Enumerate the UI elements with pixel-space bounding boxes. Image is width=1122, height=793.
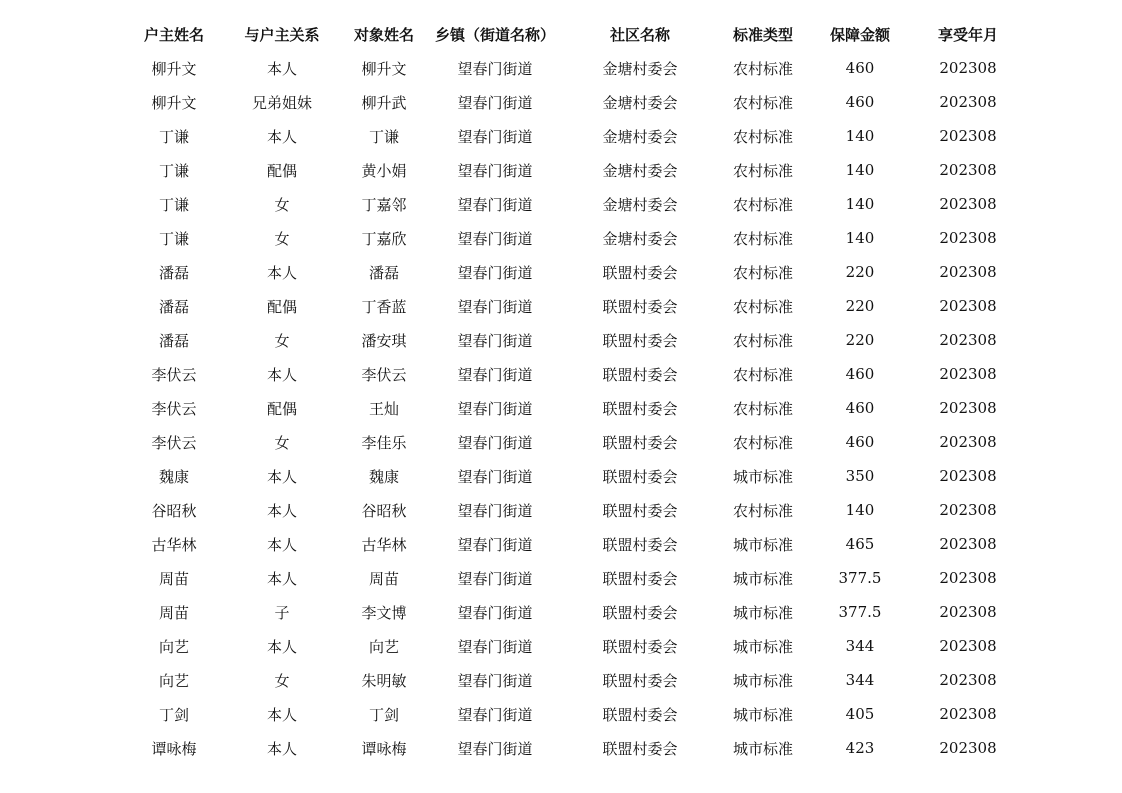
cell-standard-type: 城市标准: [732, 739, 793, 758]
cell-relation: 女: [274, 331, 290, 350]
cell-township: 望春门街道: [457, 229, 533, 248]
cell-township: 望春门街道: [457, 59, 533, 78]
cell-township: 望春门街道: [457, 195, 533, 214]
cell-month: 202308: [939, 93, 997, 111]
cell-recipient-name: 李伏云: [361, 365, 407, 384]
cell-township: 望春门街道: [457, 127, 533, 146]
cell-month: 202308: [939, 263, 997, 281]
table-row: [120, 425, 1020, 459]
cell-recipient-name: 李佳乐: [361, 433, 407, 452]
cell-relation: 本人: [266, 637, 297, 656]
cell-standard-type: 农村标准: [732, 229, 793, 248]
cell-recipient-name: 丁香蓝: [361, 297, 407, 316]
roster-sheet: [120, 17, 1020, 765]
cell-township: 望春门街道: [457, 365, 533, 384]
cell-household-head: 周苗: [158, 603, 189, 622]
table-row: [120, 153, 1020, 187]
cell-community: 金塘村委会: [602, 59, 678, 78]
header-standard-type: 标准类型: [732, 25, 793, 44]
cell-standard-type: 农村标准: [732, 297, 793, 316]
cell-standard-type: 城市标准: [732, 637, 793, 656]
cell-recipient-name: 丁谦: [368, 127, 399, 146]
header-amount: 保障金额: [829, 25, 890, 44]
cell-standard-type: 农村标准: [732, 501, 793, 520]
cell-recipient-name: 柳升文: [361, 59, 407, 78]
cell-community: 联盟村委会: [602, 739, 678, 758]
cell-recipient-name: 谭咏梅: [361, 739, 407, 758]
cell-standard-type: 农村标准: [732, 263, 793, 282]
cell-recipient-name: 向艺: [368, 637, 399, 656]
cell-household-head: 柳升文: [151, 59, 197, 78]
cell-community: 联盟村委会: [602, 297, 678, 316]
cell-standard-type: 城市标准: [732, 603, 793, 622]
table-row: [120, 85, 1020, 119]
table-row: [120, 697, 1020, 731]
table-row: [120, 51, 1020, 85]
cell-amount: 140: [845, 161, 875, 179]
cell-community: 联盟村委会: [602, 671, 678, 690]
cell-relation: 本人: [266, 467, 297, 486]
cell-community: 联盟村委会: [602, 501, 678, 520]
cell-community: 联盟村委会: [602, 637, 678, 656]
table-row: [120, 527, 1020, 561]
table-row: [120, 187, 1020, 221]
cell-relation: 本人: [266, 365, 297, 384]
cell-relation: 女: [274, 229, 290, 248]
cell-month: 202308: [939, 297, 997, 315]
cell-month: 202308: [939, 433, 997, 451]
cell-month: 202308: [939, 331, 997, 349]
cell-standard-type: 农村标准: [732, 161, 793, 180]
cell-month: 202308: [939, 739, 997, 757]
cell-standard-type: 农村标准: [732, 127, 793, 146]
cell-amount: 460: [845, 365, 875, 383]
table-row: [120, 119, 1020, 153]
cell-amount: 350: [845, 467, 875, 485]
cell-household-head: 潘磊: [158, 331, 189, 350]
cell-household-head: 周苗: [158, 569, 189, 588]
cell-amount: 344: [845, 671, 875, 689]
cell-household-head: 谭咏梅: [151, 739, 197, 758]
cell-household-head: 丁谦: [158, 127, 189, 146]
cell-month: 202308: [939, 195, 997, 213]
cell-township: 望春门街道: [457, 297, 533, 316]
cell-township: 望春门街道: [457, 671, 533, 690]
cell-township: 望春门街道: [457, 739, 533, 758]
cell-relation: 本人: [266, 705, 297, 724]
cell-community: 金塘村委会: [602, 195, 678, 214]
table-row: [120, 357, 1020, 391]
cell-township: 望春门街道: [457, 637, 533, 656]
cell-community: 联盟村委会: [602, 569, 678, 588]
cell-relation: 子: [274, 603, 290, 622]
cell-relation: 配偶: [266, 297, 297, 316]
cell-household-head: 丁谦: [158, 161, 189, 180]
cell-amount: 377.5: [838, 569, 882, 587]
cell-household-head: 潘磊: [158, 263, 189, 282]
cell-recipient-name: 魏康: [368, 467, 399, 486]
cell-recipient-name: 王灿: [368, 399, 399, 418]
cell-month: 202308: [939, 637, 997, 655]
cell-relation: 本人: [266, 739, 297, 758]
cell-community: 联盟村委会: [602, 365, 678, 384]
cell-relation: 本人: [266, 127, 297, 146]
cell-relation: 本人: [266, 59, 297, 78]
cell-relation: 女: [274, 433, 290, 452]
cell-household-head: 李伏云: [151, 433, 197, 452]
cell-community: 金塘村委会: [602, 127, 678, 146]
cell-standard-type: 农村标准: [732, 433, 793, 452]
cell-month: 202308: [939, 365, 997, 383]
cell-standard-type: 农村标准: [732, 365, 793, 384]
cell-standard-type: 农村标准: [732, 93, 793, 112]
cell-recipient-name: 柳升武: [361, 93, 407, 112]
cell-recipient-name: 丁嘉欣: [361, 229, 407, 248]
cell-household-head: 丁剑: [158, 705, 189, 724]
cell-household-head: 谷昭秋: [151, 501, 197, 520]
cell-standard-type: 城市标准: [732, 569, 793, 588]
cell-recipient-name: 潘安琪: [361, 331, 407, 350]
table-row: [120, 255, 1020, 289]
table-row: [120, 323, 1020, 357]
cell-township: 望春门街道: [457, 399, 533, 418]
cell-household-head: 李伏云: [151, 365, 197, 384]
cell-month: 202308: [939, 501, 997, 519]
header-recipient-name: 对象姓名: [353, 25, 414, 44]
cell-household-head: 潘磊: [158, 297, 189, 316]
cell-month: 202308: [939, 569, 997, 587]
cell-household-head: 柳升文: [151, 93, 197, 112]
cell-amount: 460: [845, 93, 875, 111]
cell-community: 联盟村委会: [602, 467, 678, 486]
table-row: [120, 731, 1020, 765]
table-row: [120, 561, 1020, 595]
cell-household-head: 向艺: [158, 637, 189, 656]
cell-amount: 423: [845, 739, 875, 757]
cell-recipient-name: 潘磊: [368, 263, 399, 282]
cell-relation: 女: [274, 671, 290, 690]
cell-recipient-name: 周苗: [368, 569, 399, 588]
cell-township: 望春门街道: [457, 93, 533, 112]
cell-month: 202308: [939, 671, 997, 689]
cell-month: 202308: [939, 603, 997, 621]
cell-township: 望春门街道: [457, 569, 533, 588]
cell-relation: 本人: [266, 569, 297, 588]
cell-community: 联盟村委会: [602, 399, 678, 418]
roster-body: [120, 51, 1020, 765]
table-row: [120, 663, 1020, 697]
cell-standard-type: 城市标准: [732, 671, 793, 690]
cell-community: 联盟村委会: [602, 705, 678, 724]
cell-standard-type: 城市标准: [732, 467, 793, 486]
table-row: [120, 289, 1020, 323]
cell-community: 联盟村委会: [602, 535, 678, 554]
cell-recipient-name: 朱明敏: [361, 671, 407, 690]
cell-relation: 女: [274, 195, 290, 214]
cell-township: 望春门街道: [457, 467, 533, 486]
cell-household-head: 向艺: [158, 671, 189, 690]
cell-household-head: 丁谦: [158, 229, 189, 248]
cell-amount: 344: [845, 637, 875, 655]
cell-amount: 220: [845, 263, 875, 281]
cell-standard-type: 城市标准: [732, 705, 793, 724]
header-month: 享受年月: [937, 25, 998, 44]
cell-relation: 兄弟姐妹: [251, 93, 312, 112]
cell-township: 望春门街道: [457, 501, 533, 520]
cell-community: 金塘村委会: [602, 93, 678, 112]
cell-recipient-name: 李文博: [361, 603, 407, 622]
cell-standard-type: 城市标准: [732, 535, 793, 554]
cell-township: 望春门街道: [457, 705, 533, 724]
cell-community: 联盟村委会: [602, 433, 678, 452]
cell-relation: 本人: [266, 263, 297, 282]
cell-amount: 140: [845, 195, 875, 213]
cell-amount: 140: [845, 127, 875, 145]
table-row: [120, 459, 1020, 493]
cell-recipient-name: 丁剑: [368, 705, 399, 724]
table-row: [120, 493, 1020, 527]
cell-month: 202308: [939, 127, 997, 145]
cell-community: 联盟村委会: [602, 603, 678, 622]
header-household-head: 户主姓名: [143, 25, 204, 44]
cell-amount: 460: [845, 59, 875, 77]
header-relation: 与户主关系: [244, 25, 320, 44]
cell-relation: 配偶: [266, 161, 297, 180]
cell-standard-type: 农村标准: [732, 195, 793, 214]
cell-household-head: 古华林: [151, 535, 197, 554]
table-row: [120, 221, 1020, 255]
cell-community: 联盟村委会: [602, 263, 678, 282]
cell-standard-type: 农村标准: [732, 59, 793, 78]
cell-amount: 140: [845, 501, 875, 519]
cell-community: 联盟村委会: [602, 331, 678, 350]
cell-community: 金塘村委会: [602, 161, 678, 180]
cell-amount: 465: [845, 535, 875, 553]
cell-amount: 460: [845, 399, 875, 417]
assistance-roster-table: [120, 17, 1020, 765]
cell-township: 望春门街道: [457, 535, 533, 554]
header-township: 乡镇（街道名称）: [434, 25, 555, 44]
cell-township: 望春门街道: [457, 433, 533, 452]
cell-recipient-name: 古华林: [361, 535, 407, 554]
cell-month: 202308: [939, 229, 997, 247]
cell-amount: 460: [845, 433, 875, 451]
cell-month: 202308: [939, 161, 997, 179]
cell-amount: 140: [845, 229, 875, 247]
cell-household-head: 李伏云: [151, 399, 197, 418]
cell-township: 望春门街道: [457, 603, 533, 622]
cell-community: 金塘村委会: [602, 229, 678, 248]
cell-household-head: 魏康: [158, 467, 189, 486]
cell-month: 202308: [939, 399, 997, 417]
table-row: [120, 595, 1020, 629]
cell-recipient-name: 丁嘉邻: [361, 195, 407, 214]
cell-standard-type: 农村标准: [732, 331, 793, 350]
cell-household-head: 丁谦: [158, 195, 189, 214]
cell-month: 202308: [939, 705, 997, 723]
cell-amount: 220: [845, 331, 875, 349]
cell-month: 202308: [939, 59, 997, 77]
cell-recipient-name: 谷昭秋: [361, 501, 407, 520]
cell-township: 望春门街道: [457, 161, 533, 180]
cell-month: 202308: [939, 535, 997, 553]
cell-township: 望春门街道: [457, 263, 533, 282]
cell-month: 202308: [939, 467, 997, 485]
table-row: [120, 629, 1020, 663]
cell-amount: 377.5: [838, 603, 882, 621]
header-community: 社区名称: [609, 25, 670, 44]
cell-relation: 本人: [266, 535, 297, 554]
cell-amount: 405: [845, 705, 875, 723]
cell-relation: 本人: [266, 501, 297, 520]
cell-relation: 配偶: [266, 399, 297, 418]
cell-amount: 220: [845, 297, 875, 315]
cell-standard-type: 农村标准: [732, 399, 793, 418]
table-row: [120, 391, 1020, 425]
cell-township: 望春门街道: [457, 331, 533, 350]
cell-recipient-name: 黄小娟: [361, 161, 407, 180]
header-row: [120, 17, 1020, 51]
